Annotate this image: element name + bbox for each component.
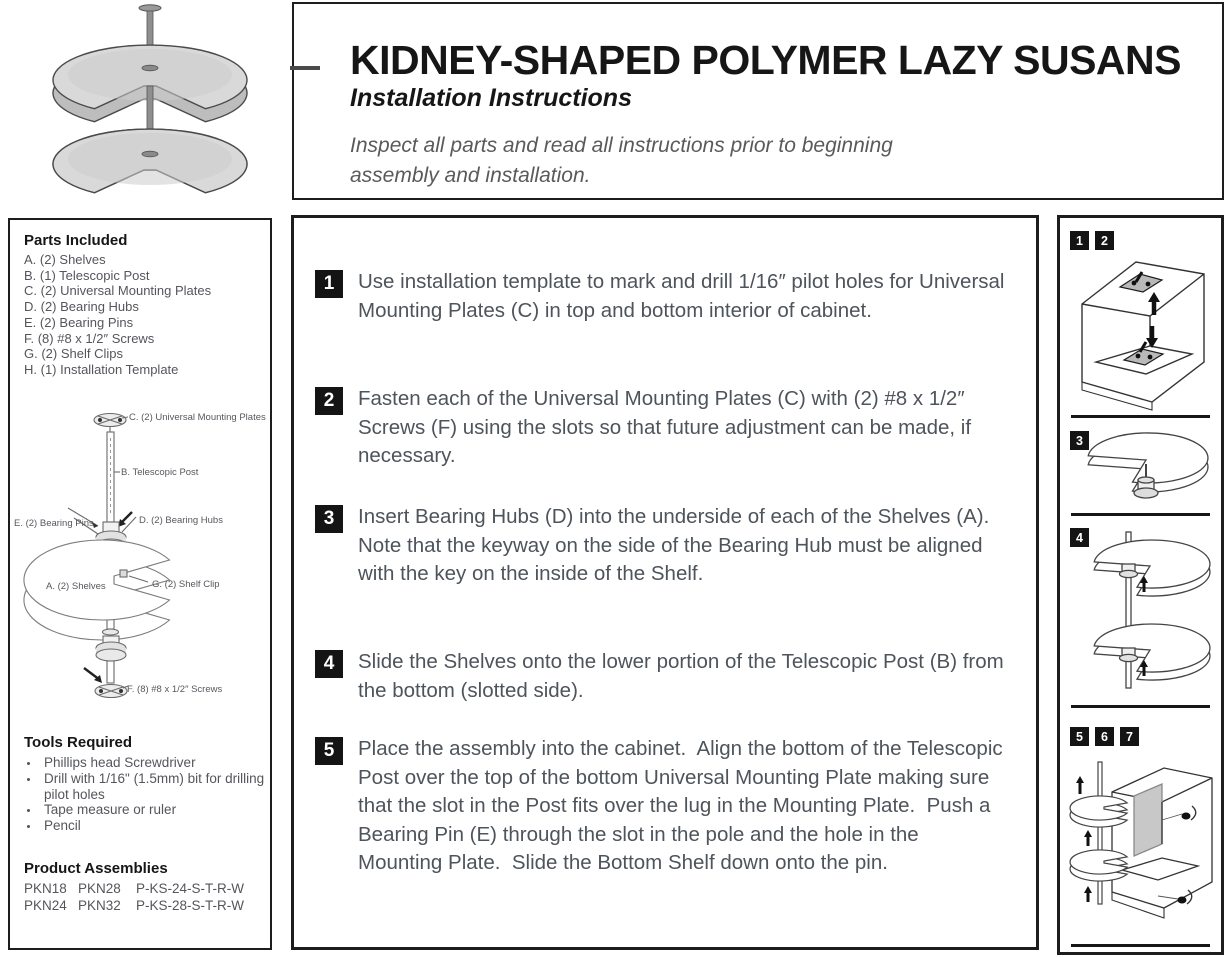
- product-assemblies-section: [24, 860, 268, 914]
- parts-panel: [8, 218, 272, 950]
- step-text: Use installation template to mark and drill 1/16″ pilot holes for Universal Mounting Plates (C) in top and bottom interior of cabinet.: [358, 270, 1011, 322]
- step-3: [315, 503, 1006, 589]
- tool-item: • Drill with 1/16" (1.5mm) bit for drilling pilot holes: [40, 771, 268, 803]
- part-item: B. (1) Telescopic Post: [24, 267, 150, 283]
- figure-5-6-7-badges: [1070, 727, 1139, 746]
- figure-divider: [1071, 944, 1210, 947]
- step-number-badge: 1: [315, 270, 343, 298]
- assembly-row: [24, 880, 244, 897]
- assembly-code: P-KS-28-S-T-R-W: [136, 898, 244, 913]
- part-item: F. (8) #8 x 1/2″ Screws: [24, 330, 155, 346]
- figure-cabinet-plates: [1066, 242, 1218, 412]
- inspection-note: Inspect all parts and read all instructions prior to beginning assembly and installation.: [350, 134, 893, 187]
- assemblies-heading: Product Assemblies: [24, 860, 168, 877]
- exploded-assembly-diagram: [10, 396, 274, 710]
- assembly-code: P-KS-24-S-T-R-W: [136, 881, 244, 896]
- figure-1-badges: [1070, 231, 1114, 250]
- diagram-label-mounting-plates: C. (2) Universal Mounting Plates: [129, 412, 266, 423]
- assembly-code: PKN24: [24, 898, 67, 913]
- figure-divider: [1071, 705, 1210, 708]
- figure-shelves-on-post: [1066, 524, 1218, 702]
- parts-included-section: [24, 232, 264, 378]
- figure-badge: 7: [1120, 727, 1139, 746]
- tools-list: [24, 755, 268, 834]
- step-text: Slide the Shelves onto the lower portion of the Telescopic Post (B) from the bottom (slotted side).: [358, 650, 1010, 702]
- part-item: D. (2) Bearing Hubs: [24, 299, 139, 315]
- diagram-label-bearing-pins: E. (2) Bearing Pins: [14, 518, 94, 529]
- tool-item: • Tape measure or ruler: [40, 802, 268, 818]
- figure-divider: [1071, 415, 1210, 418]
- step-text: Insert Bearing Hubs (D) into the underside of each of the Shelves (A). Note that the keyway on the side of the Bearing Hub must be aligned with the key on the inside of the Shelf.: [358, 505, 1001, 585]
- page-title: KIDNEY-SHAPED POLYMER LAZY SUSANS: [350, 37, 1181, 83]
- tool-item: • Phillips head Screwdriver: [40, 755, 268, 771]
- tool-item: • Pencil: [40, 818, 268, 834]
- figure-3-badges: [1070, 431, 1089, 450]
- assembly-code: PKN28: [78, 881, 121, 896]
- figure-badge: 1: [1070, 231, 1089, 250]
- step-text: Fasten each of the Universal Mounting Plates (C) with (2) #8 x 1/2″ Screws (F) using the slots so that future adjustment can be made, if necessary.: [358, 387, 977, 467]
- diagram-label-shelf-clip: G. (2) Shelf Clip: [152, 579, 220, 590]
- diagram-label-screws: F. (8) #8 x 1/2″ Screws: [127, 684, 223, 695]
- title-dash: [290, 66, 320, 70]
- part-item: H. (1) Installation Template: [24, 361, 179, 377]
- figure-assembly-into-cabinet: [1064, 750, 1220, 942]
- part-item: C. (2) Universal Mounting Plates: [24, 283, 212, 299]
- part-item: G. (2) Shelf Clips: [24, 346, 123, 362]
- figure-badge: 4: [1070, 528, 1089, 547]
- figure-badge: 6: [1095, 727, 1114, 746]
- step-2: [315, 385, 1006, 471]
- header-box: [292, 2, 1224, 200]
- figure-badge: 3: [1070, 431, 1089, 450]
- step-text: Place the assembly into the cabinet. Align the bottom of the Telescopic Post over the top of the bottom Universal Mounting Plate making sure that the slot in the Post fits over the lug in the Mounting Plate. Push a Bearing Pin (E) through the slot in the pole and the hole in the Mounting Plate. Slide the Bottom Shelf down onto the pin.: [358, 737, 1009, 874]
- figures-panel: [1057, 215, 1224, 955]
- assembly-code: PKN18: [24, 881, 67, 896]
- figure-badge: 2: [1095, 231, 1114, 250]
- diagram-label-bearing-hubs: D. (2) Bearing Hubs: [139, 515, 223, 526]
- assembly-code: PKN32: [78, 898, 121, 913]
- figure-4-badges: [1070, 528, 1089, 547]
- instructions-panel: [291, 215, 1039, 950]
- step-number-badge: 5: [315, 737, 343, 765]
- step-4: [315, 648, 1010, 705]
- diagram-label-post: B. Telescopic Post: [121, 467, 199, 478]
- tools-heading: Tools Required: [24, 734, 133, 751]
- parts-heading: Parts Included: [24, 232, 128, 249]
- assembly-row: [24, 897, 244, 914]
- parts-list: [24, 252, 264, 378]
- lazy-susan-product-illustration: [28, 2, 273, 207]
- diagram-label-shelves: A. (2) Shelves: [46, 581, 106, 592]
- step-number-badge: 4: [315, 650, 343, 678]
- figure-badge: 5: [1070, 727, 1089, 746]
- page-subtitle: Installation Instructions: [350, 84, 632, 112]
- step-number-badge: 3: [315, 505, 343, 533]
- step-5: [315, 735, 1009, 878]
- figure-divider: [1071, 513, 1210, 516]
- step-number-badge: 2: [315, 387, 343, 415]
- tools-required-section: [24, 734, 268, 834]
- step-1: [315, 268, 1011, 325]
- part-item: E. (2) Bearing Pins: [24, 314, 134, 330]
- assemblies-table: [24, 880, 244, 914]
- part-item: A. (2) Shelves: [24, 252, 106, 267]
